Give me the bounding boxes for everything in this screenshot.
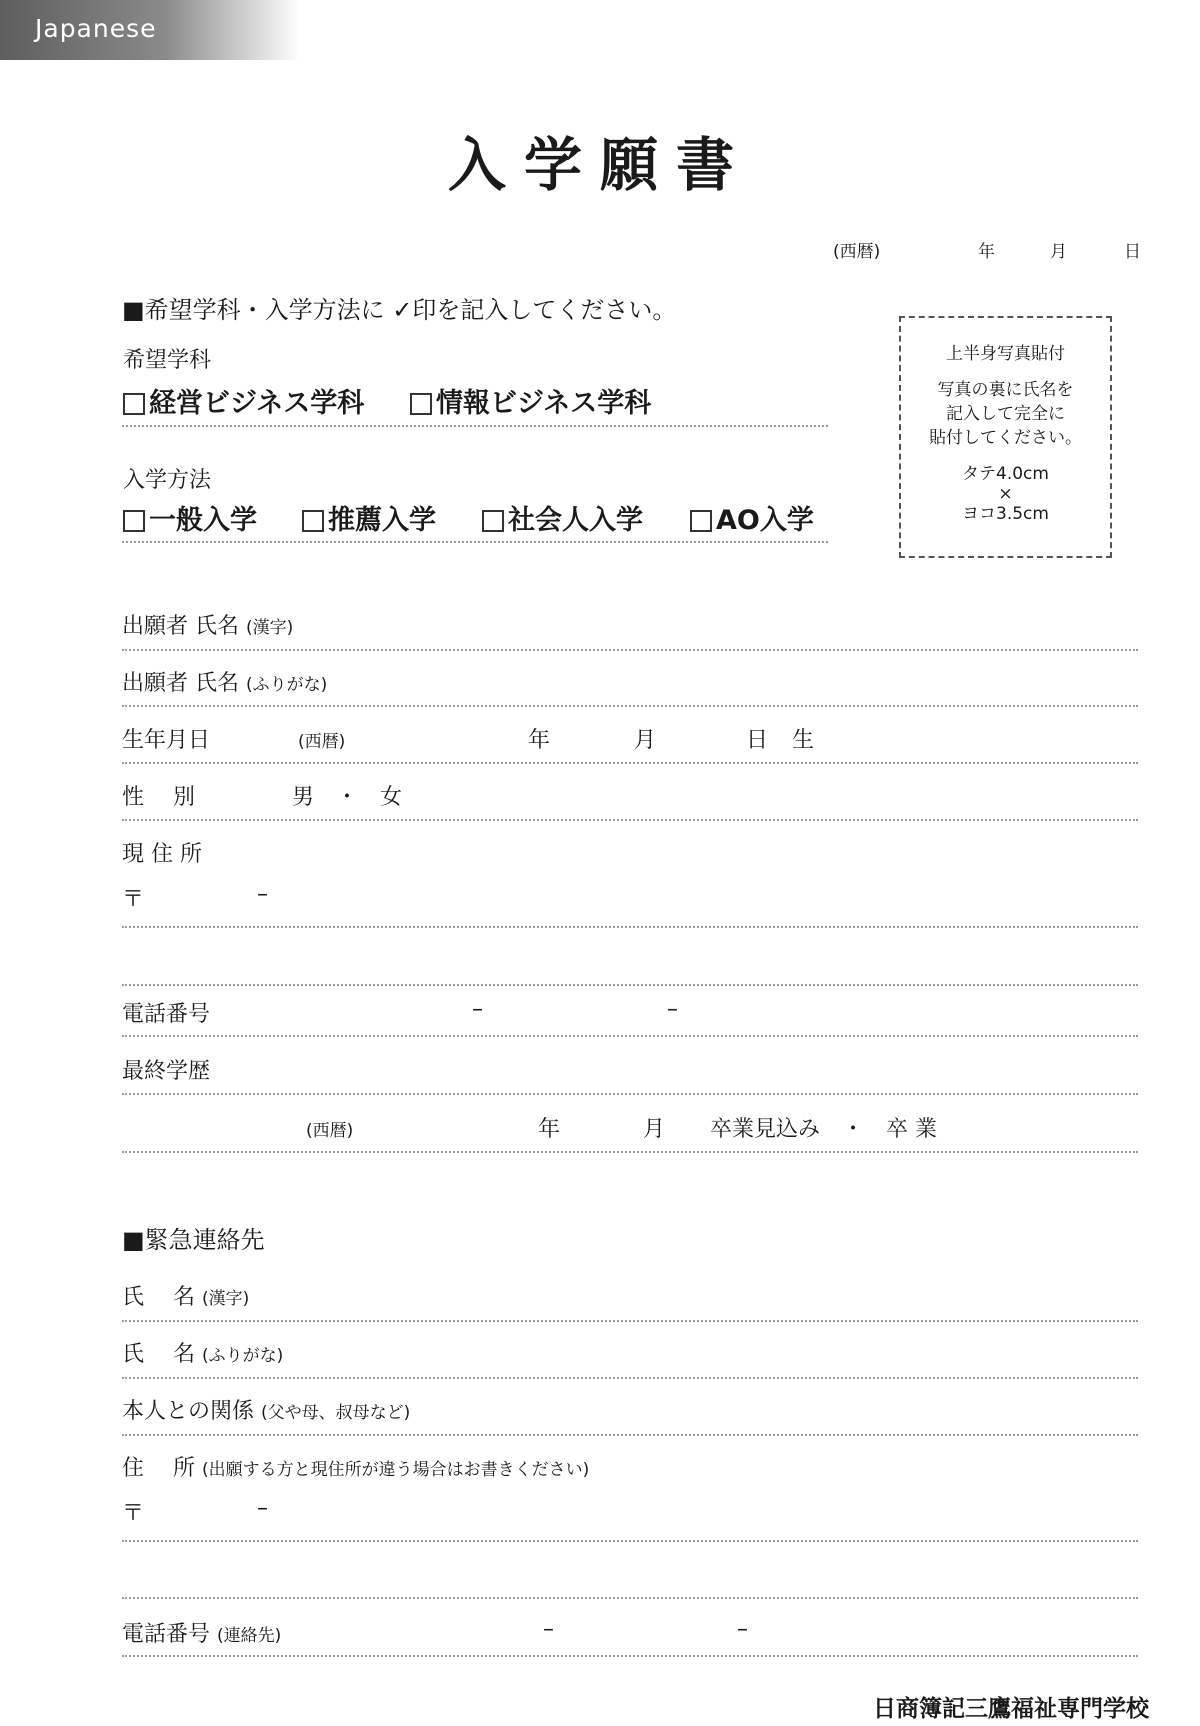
date-era: (西暦) — [833, 242, 881, 262]
applicant-name-kana-label: 出願者 氏名 — [122, 671, 239, 696]
birth-date-label: 生年月日 — [122, 728, 211, 753]
divider — [122, 705, 1138, 707]
education-month: 月 — [643, 1117, 666, 1142]
address-label: 現 住 所 — [122, 842, 202, 867]
applicant-name-kana-field[interactable] — [122, 666, 327, 697]
divider — [122, 819, 1138, 821]
photo-instruction-1: 写真の裏に氏名を — [937, 380, 1074, 400]
birth-date-era: (西暦) — [298, 732, 346, 752]
department-checkbox-information[interactable] — [410, 393, 432, 415]
photo-instruction-3: 貼付してください。 — [929, 428, 1082, 448]
divider — [122, 649, 1138, 651]
language-tab-label: Japanese — [35, 14, 157, 43]
address-postal-mark: 〒 — [122, 887, 145, 912]
emergency-postal-dash: – — [257, 1496, 268, 1521]
photo-height: タテ4.0cm — [962, 464, 1049, 484]
emergency-name-kanji-label: 氏 名 — [122, 1285, 195, 1310]
education-label: 最終学歴 — [122, 1059, 211, 1084]
emergency-phone-dash-2: – — [737, 1617, 748, 1642]
emergency-relation-label: 本人との関係 — [122, 1399, 255, 1424]
admission-checkbox-general[interactable] — [123, 510, 145, 532]
birth-date-month: 月 — [634, 728, 657, 753]
admission-label: 入学方法 — [123, 468, 212, 493]
divider — [122, 762, 1138, 764]
admission-checkbox-ao[interactable] — [690, 510, 712, 532]
birth-date-suffix: 生 — [792, 728, 815, 753]
admission-checkbox-recommendation[interactable] — [302, 510, 324, 532]
phone-dash-2: – — [667, 997, 678, 1022]
emergency-postal-mark: 〒 — [122, 1501, 145, 1526]
birth-date-day: 日 — [746, 728, 769, 753]
emergency-phone-note: (連絡先) — [217, 1626, 282, 1646]
emergency-name-kanji-note: (漢字) — [202, 1289, 250, 1309]
photo-placeholder — [899, 316, 1112, 558]
divider — [122, 1035, 1138, 1037]
emergency-phone-field[interactable] — [122, 1617, 281, 1648]
instructions: ■希望学科・入学方法に ✓印を記入してください。 — [122, 296, 677, 324]
address-postal-dash: – — [257, 882, 268, 907]
emergency-name-kana-label: 氏 名 — [122, 1342, 195, 1367]
applicant-name-kanji-field[interactable] — [122, 609, 293, 640]
photo-title: 上半身写真貼付 — [946, 344, 1065, 364]
emergency-name-kana-note: (ふりがな) — [202, 1346, 284, 1366]
emergency-relation-field[interactable] — [122, 1394, 410, 1425]
divider — [122, 425, 828, 427]
school-name: 日商簿記三鷹福祉専門学校 — [873, 1696, 1149, 1722]
emergency-phone-label: 電話番号 — [122, 1622, 211, 1647]
emergency-address-label: 住 所 — [122, 1456, 195, 1481]
photo-width: ヨコ3.5cm — [962, 504, 1049, 524]
admission-option-general[interactable]: 一般入学 — [123, 498, 257, 537]
gender-options[interactable]: 男 ・ 女 — [292, 785, 403, 810]
divider — [122, 541, 828, 543]
emergency-name-kanji-field[interactable] — [122, 1280, 249, 1311]
emergency-heading: ■緊急連絡先 — [122, 1226, 265, 1254]
department-label: 希望学科 — [123, 348, 212, 373]
divider — [122, 1597, 1138, 1599]
education-status[interactable]: 卒業見込み ・ 卒 業 — [710, 1117, 937, 1142]
emergency-name-kana-field[interactable] — [122, 1337, 283, 1368]
divider — [122, 926, 1138, 928]
department-checkbox-management[interactable] — [123, 393, 145, 415]
emergency-address-field[interactable] — [122, 1451, 589, 1482]
date-year: 年 — [978, 242, 995, 262]
date-day: 日 — [1124, 242, 1141, 262]
gender-label: 性 別 — [122, 785, 195, 810]
emergency-relation-note: (父や母、叔母など) — [261, 1403, 411, 1423]
birth-date-year: 年 — [528, 728, 551, 753]
admission-option-ao[interactable]: AO入学 — [690, 498, 814, 537]
divider — [122, 1540, 1138, 1542]
divider — [122, 1151, 1138, 1153]
admission-checkbox-working-adult[interactable] — [482, 510, 504, 532]
form-title: 入学願書 — [447, 131, 752, 199]
divider — [122, 1093, 1138, 1095]
photo-instruction-2: 記入して完全に — [946, 404, 1065, 424]
education-year: 年 — [538, 1117, 561, 1142]
applicant-name-kana-note: (ふりがな) — [246, 675, 328, 695]
divider — [122, 1320, 1138, 1322]
divider — [122, 1655, 1138, 1657]
applicant-name-kanji-label: 出願者 氏名 — [122, 614, 239, 639]
applicant-name-kanji-note: (漢字) — [246, 618, 294, 638]
emergency-phone-dash-1: – — [543, 1617, 554, 1642]
divider — [122, 1377, 1138, 1379]
admission-option-recommendation[interactable]: 推薦入学 — [302, 498, 436, 537]
date-month: 月 — [1050, 242, 1067, 262]
language-tab — [0, 0, 300, 60]
department-option-information[interactable]: 情報ビジネス学科 — [410, 381, 651, 420]
admission-option-working-adult[interactable]: 社会人入学 — [482, 498, 643, 537]
education-era: (西暦) — [306, 1121, 354, 1141]
divider — [122, 1434, 1138, 1436]
divider — [122, 984, 1138, 986]
emergency-address-note: (出願する方と現住所が違う場合はお書きください) — [202, 1460, 590, 1480]
phone-label: 電話番号 — [122, 1002, 211, 1027]
department-option-management[interactable]: 経営ビジネス学科 — [123, 381, 364, 420]
phone-dash-1: – — [472, 997, 483, 1022]
photo-times: × — [998, 484, 1013, 504]
